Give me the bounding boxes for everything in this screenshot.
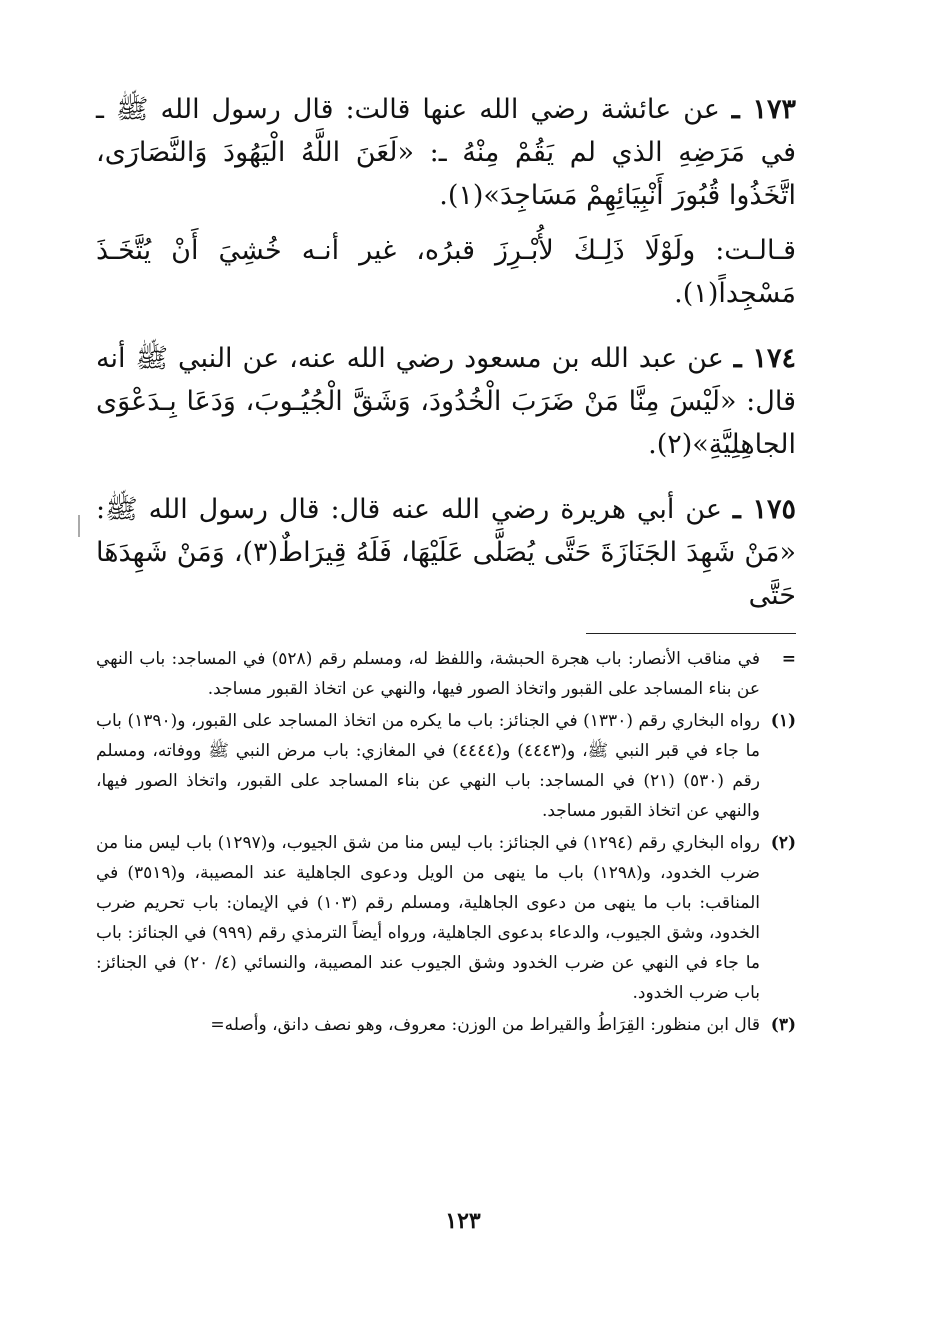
footnote-2 bbox=[96, 828, 796, 1008]
hadith-text: عن عبد الله بن مسعود رضي الله عنه، عن النبي ﷺ أنه قال: «لَيْسَ مِنَّا مَنْ ضَرَبَ الْخُدُودَ، وَشَقَّ الْجُيُـوبَ، وَدَعَا بِـدَعْوَى الجاهِلِيَّةِ»(٢). bbox=[96, 343, 796, 460]
page-number: ١٢٣ bbox=[445, 1208, 481, 1234]
footnote-3 bbox=[96, 1010, 796, 1040]
page-body bbox=[96, 88, 796, 1042]
footnote-text: في مناقب الأنصار: باب هجرة الحبشة، واللفظ له، ومسلم رقم (٥٢٨) في المساجد: باب النهي عن بناء المساجد على القبور واتخاذ الصور فيها، والنهي عن اتخاذ القبور مساجد. bbox=[96, 649, 761, 699]
hadith-text: قـالـت: ولَوْلَا ذَلِـكَ لأُبْـرِزَ قبرُه، غير أنـه خُشِيَ أَنْ يُتَّخَـذَ مَسْجِداً(١). bbox=[96, 235, 796, 309]
hadith-text: عن أبي هريرة رضي الله عنه قال: قال رسول الله ﷺ: «مَنْ شَهِدَ الجَنَازَةَ حَتَّى يُصَلَّى عَلَيْهَا، فَلَهُ قِيرَاطٌ(٣)، وَمَنْ شَهِدَهَا حَتَّى bbox=[96, 494, 796, 611]
footnote-text: رواه البخاري رقم (١٣٣٠) في الجنائز: باب ما يكره من اتخاذ المساجد على القبور، و(١٣٩٠) باب ما جاء في قبر النبي ﷺ، و(٤٤٤٣) و(٤٤٤٤) في المغازي: باب مرض النبي ﷺ ووفاته، ومسلم رقم (٥٣٠) (٢١) في المساجد: باب النهي عن بناء المساجد على القبور، واتخاذ الصور فيها، والنهي عن اتخاذ القبور مساجد. bbox=[96, 711, 760, 821]
footnote-divider bbox=[586, 633, 796, 634]
footnote-text: رواه البخاري رقم (١٢٩٤) في الجنائز: باب ليس منا من شق الجيوب، و(١٢٩٧) باب ليس منا من ضرب الخدود، و(١٢٩٨) باب ما ينهى من الويل ودعوى الجاهلية عند المصيبة، و(٣٥١٩) في المناقب: باب ما ينهى من دعوى الجاهلية، ومسلم رقم (١٠٣) في الإيمان: باب تحريم ضرب الخدود، وشق الجيوب، والدعاء بدعوى الجاهلية، ورواه أيضاً الترمذي رقم (٩٩٩) في الجنائز: باب ما جاء في النهي عن ضرب الخدود وشق الجيوب عند المصيبة، والنسائي (٤/ ٢٠) في الجنائز: باب ضرب الخدود. bbox=[96, 833, 761, 1003]
footnote-marker: = bbox=[781, 649, 796, 669]
footnote-marker: (١) bbox=[770, 711, 796, 731]
hadith-number: ١٧٣ ـ bbox=[731, 94, 796, 125]
footnote-text: قال ابن منظور: القِرَاطُ والقيراط من الوزن: معروف، وهو نصف دانق، وأصله= bbox=[210, 1015, 760, 1035]
footnote-marker: (٢) bbox=[770, 833, 796, 853]
margin-mark bbox=[78, 515, 80, 537]
hadith-175 bbox=[96, 488, 796, 617]
footnote-1 bbox=[96, 706, 796, 826]
hadith-173-continuation bbox=[96, 229, 796, 315]
hadith-174 bbox=[96, 337, 796, 466]
hadith-173 bbox=[96, 88, 796, 217]
hadith-number: ١٧٥ ـ bbox=[732, 494, 796, 525]
footnote-continuation bbox=[96, 644, 796, 704]
footnote-marker: (٣) bbox=[770, 1015, 796, 1035]
hadith-number: ١٧٤ ـ bbox=[733, 343, 796, 374]
footnotes bbox=[96, 644, 796, 1040]
hadith-text: عن عائشة رضي الله عنها قالت: قال رسول الله ﷺ ـ في مَرَضِهِ الذي لم يَقُمْ مِنْهُ ـ: «لَعَنَ اللَّهُ الْيَهُودَ وَالنَّصَارَى، اتَّخَذُوا قُبُورَ أَنْبِيَائِهِمْ مَسَاجِدَ»(١). bbox=[96, 94, 796, 211]
